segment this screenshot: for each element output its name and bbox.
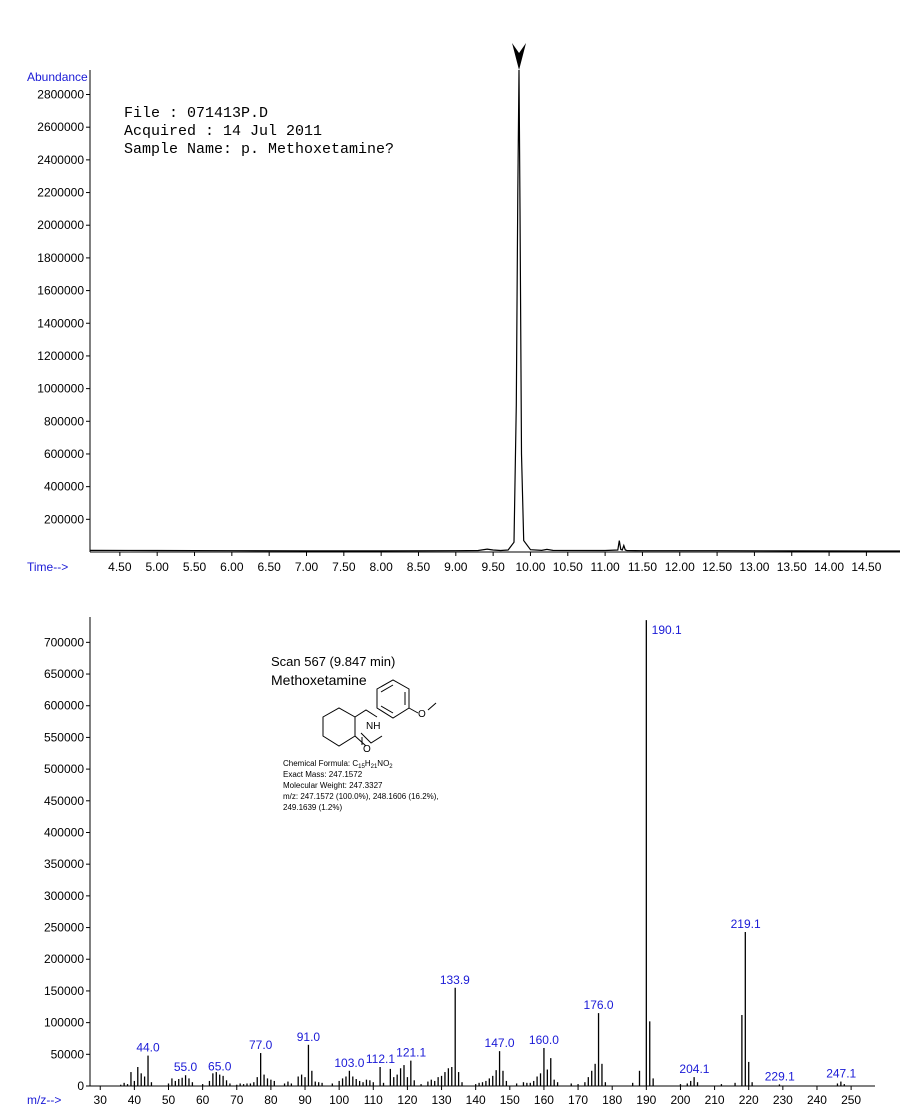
ms-peak-label: 247.1	[826, 1066, 857, 1081]
ms-peak-label: 112.1	[365, 1051, 396, 1066]
time-axis-label: Time-->	[27, 560, 69, 574]
ms-x-tick-label: 90	[298, 1093, 312, 1107]
ms-x-tick-label: 150	[499, 1093, 520, 1107]
tic-x-tick-label: 9.00	[444, 560, 468, 574]
ms-x-tick-label: 80	[264, 1093, 278, 1107]
tic-x-tick-label: 10.00	[515, 560, 546, 574]
tic-y-tick-label: 1600000	[37, 283, 84, 298]
tic-x-tick-label: 4.50	[108, 560, 132, 574]
ms-y-tick-label: 700000	[43, 635, 84, 650]
ms-x-tick-label: 30	[93, 1093, 107, 1107]
ms-x-tick-label: 140	[465, 1093, 486, 1107]
scan-label: Scan 567 (9.847 min)	[271, 654, 396, 669]
ms-peak-label: 91.0	[296, 1029, 321, 1044]
ms-y-tick-label: 100000	[43, 1015, 84, 1030]
ms-peak-label: 44.0	[136, 1040, 160, 1055]
ms-y-tick-label: 300000	[43, 888, 84, 903]
isotope-mz-line-1: m/z: 247.1572 (100.0%), 248.1606 (16.2%),	[283, 792, 439, 801]
nh-atom-label: NH	[366, 721, 381, 732]
tic-x-tick-label: 8.50	[406, 560, 431, 574]
ms-peak-label: 229.1	[764, 1069, 795, 1084]
acquired-label: Acquired : 14 Jul 2011	[124, 123, 323, 140]
ms-peak-label: 204.1	[679, 1062, 710, 1077]
ms-x-tick-label: 120	[397, 1093, 418, 1107]
exact-mass: Exact Mass: 247.1572	[283, 770, 363, 779]
tic-x-tick-label: 5.00	[145, 560, 169, 574]
isotope-mz-line-2: 249.1639 (1.2%)	[283, 803, 343, 812]
ms-y-tick-label: 50000	[50, 1047, 84, 1062]
mass-spectrum-panel	[27, 617, 875, 1107]
tic-y-tick-label: 400000	[43, 479, 84, 494]
tic-x-tick-label: 8.00	[369, 560, 393, 574]
tic-x-ticks	[108, 552, 882, 574]
ms-x-tick-label: 40	[127, 1093, 142, 1107]
tic-y-tick-label: 1200000	[37, 348, 84, 363]
tic-x-tick-label: 7.50	[332, 560, 356, 574]
ms-x-tick-label: 190	[636, 1093, 657, 1107]
ms-peak-label: 190.1	[651, 623, 682, 638]
compound-name: Methoxetamine	[271, 672, 367, 688]
ms-peak-label: 160.0	[528, 1032, 559, 1047]
mz-axis-label: m/z-->	[27, 1093, 62, 1107]
tic-y-tick-label: 2400000	[37, 152, 84, 167]
ms-x-tick-label: 70	[230, 1093, 244, 1107]
ms-x-tick-label: 220	[738, 1093, 759, 1107]
ms-peak-label: 219.1	[730, 916, 761, 931]
tic-x-tick-label: 12.00	[664, 560, 695, 574]
ms-peak-label: 121.1	[396, 1045, 427, 1060]
ms-x-tick-label: 210	[704, 1093, 725, 1107]
tic-x-tick-label: 9.50	[481, 560, 505, 574]
tic-y-tick-label: 2000000	[37, 218, 84, 233]
tic-x-tick-label: 10.50	[552, 560, 583, 574]
file-label: File : 071413P.D	[124, 105, 269, 122]
ms-x-tick-label: 230	[772, 1093, 793, 1107]
ms-peak-labels	[136, 623, 856, 1083]
molecular-weight: Molecular Weight: 247.3327	[283, 781, 383, 790]
chemical-formula: Chemical Formula: $C_{15}H_{21}NO_2$	[283, 759, 393, 770]
sample-name-label: Sample Name: p. Methoxetamine?	[124, 141, 395, 158]
tic-x-tick-label: 6.00	[220, 560, 244, 574]
tic-x-tick-label: 14.00	[814, 560, 845, 574]
ms-peak-label: 55.0	[173, 1060, 198, 1075]
ms-x-tick-label: 50	[161, 1093, 176, 1107]
tic-y-ticks	[37, 88, 90, 527]
ms-x-tick-label: 130	[431, 1093, 452, 1107]
ms-peak-label: 103.0	[334, 1055, 365, 1070]
ms-y-ticks	[44, 635, 90, 1093]
tic-y-tick-label: 200000	[43, 512, 84, 527]
tic-x-tick-label: 13.00	[739, 560, 770, 574]
ms-x-tick-label: 240	[806, 1093, 827, 1107]
tic-x-tick-label: 11.50	[627, 560, 658, 574]
ms-x-tick-label: 100	[329, 1093, 350, 1107]
ms-peak-label: 147.0	[484, 1036, 515, 1051]
ms-x-tick-label: 160	[533, 1093, 554, 1107]
tic-x-tick-label: 12.50	[702, 560, 733, 574]
ms-x-tick-label: 60	[195, 1093, 210, 1107]
ms-x-tick-label: 250	[841, 1093, 862, 1107]
tic-y-tick-label: 1000000	[37, 381, 84, 396]
ms-x-tick-label: 170	[568, 1093, 589, 1107]
tic-x-tick-label: 7.00	[294, 560, 319, 574]
ms-y-tick-label: 650000	[43, 667, 84, 682]
ms-y-tick-label: 600000	[43, 698, 84, 713]
tic-x-tick-label: 5.50	[182, 560, 207, 574]
chromatogram-panel	[27, 43, 900, 574]
ketone-o-atom-label: O	[363, 744, 371, 755]
tic-x-tick-label: 13.50	[776, 560, 807, 574]
ms-y-tick-label: 0	[77, 1079, 84, 1093]
ms-x-tick-label: 200	[670, 1093, 691, 1107]
ms-peak-label: 77.0	[248, 1038, 273, 1053]
ms-peak-label: 176.0	[583, 998, 614, 1013]
ms-y-tick-label: 550000	[43, 730, 84, 745]
ms-y-tick-label: 350000	[43, 857, 84, 872]
ms-y-tick-label: 400000	[43, 825, 84, 840]
ms-x-ticks	[94, 1086, 862, 1107]
ms-y-tick-label: 450000	[43, 793, 84, 808]
tic-y-tick-label: 1400000	[37, 316, 84, 331]
ms-y-tick-label: 200000	[43, 952, 84, 967]
tic-y-tick-label: 1800000	[37, 250, 84, 265]
peak-marker-arrowhead	[512, 43, 526, 70]
methoxy-o-atom-label: O	[418, 709, 426, 720]
ms-y-tick-label: 150000	[43, 983, 84, 998]
tic-x-tick-label: 6.50	[257, 560, 281, 574]
ms-peak-label: 65.0	[208, 1059, 232, 1074]
ms-x-tick-label: 110	[363, 1093, 383, 1107]
ms-y-tick-label: 500000	[43, 762, 84, 777]
tic-x-tick-label: 11.00	[590, 560, 620, 574]
ms-peak-label: 133.9	[439, 972, 470, 987]
ms-x-tick-label: 180	[602, 1093, 623, 1107]
tic-y-tick-label: 2800000	[37, 87, 84, 102]
tic-y-tick-label: 800000	[43, 414, 84, 429]
tic-y-tick-label: 2200000	[37, 185, 84, 200]
ms-y-tick-label: 250000	[43, 920, 84, 935]
abundance-axis-label: Abundance	[27, 70, 88, 84]
ms-peaks	[121, 620, 845, 1086]
tic-y-tick-label: 2600000	[37, 120, 84, 135]
tic-y-tick-label: 600000	[43, 446, 84, 461]
tic-x-tick-label: 14.50	[851, 560, 882, 574]
